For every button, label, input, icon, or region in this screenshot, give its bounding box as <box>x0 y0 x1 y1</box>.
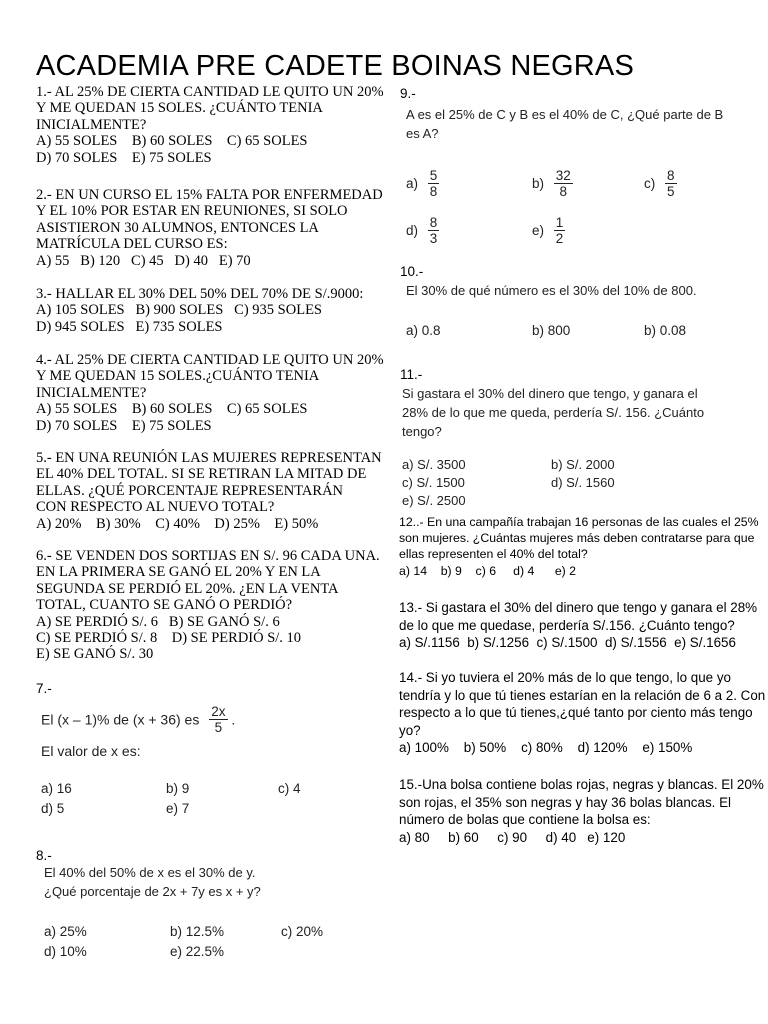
question-text: El 30% de qué número es el 30% del 10% de 800. <box>406 283 697 298</box>
question-7-stem <box>41 704 235 735</box>
answer-options: A) SE PERDIÓ S/. 6 B) SE GANÓ S/. 6 <box>36 613 280 630</box>
answer-options: C) SE PERDIÓ S/. 8 D) SE PERDIÓ S/. 10 <box>36 630 302 647</box>
question-text: es A? <box>406 126 439 141</box>
option-b: b) 9 <box>166 781 190 796</box>
answer-options: D) 70 SOLES E) 75 SOLES <box>36 149 212 166</box>
question-text: 1.- AL 25% DE CIERTA CANTIDAD LE QUITO UN 20% <box>36 84 384 100</box>
question-text: EN LA PRIMERA SE GANÓ EL 20% Y EN LA <box>36 564 321 581</box>
question-text: 28% de lo que me queda, perdería S/. 156. ¿Cuánto <box>402 405 705 420</box>
fraction-numerator: 8 <box>429 215 438 230</box>
fraction-denominator: 2 <box>555 231 564 246</box>
question-text: ELLAS. ¿QUÉ PORCENTAJE REPRESENTARÁN <box>36 482 344 499</box>
question-4 <box>36 352 384 434</box>
answer-options: A) 55 SOLES B) 60 SOLES C) 65 SOLES <box>36 133 308 150</box>
question-text: tendría y lo que tú tienes estarían en la relación de 6 a 2. Con <box>399 687 766 703</box>
option-b <box>532 168 573 199</box>
question-text: Y EL 10% POR ESTAR EN REUNIONES, SI SOLO <box>36 203 348 220</box>
question-text: yo? <box>399 722 421 738</box>
option-a: a) S/. 3500 <box>402 457 466 472</box>
question-15 <box>399 776 764 846</box>
fraction-denominator: 8 <box>429 184 438 199</box>
question-text: ASISTIERON 30 ALUMNOS, ENTONCES LA <box>36 219 319 236</box>
question-number: 7.- <box>36 681 52 696</box>
question-text: SEGUNDA SE PERDIÓ EL 20%. ¿EN LA VENTA <box>36 580 339 597</box>
question-text: CON RESPECTO AL NUEVO TOTAL? <box>36 499 275 516</box>
question-5 <box>36 450 382 532</box>
question-text: son mujeres. ¿Cuántas mujeres más deben contratarse para que <box>399 531 755 546</box>
option-b: b) 800 <box>532 323 571 338</box>
fraction-numerator: 5 <box>429 168 438 183</box>
option-e: e) 22.5% <box>170 944 225 959</box>
question-text: EL 40% DEL TOTAL. SI SE RETIRAN LA MITAD DE <box>36 466 367 483</box>
question-2 <box>36 187 383 269</box>
option-d: d) 5 <box>41 801 65 816</box>
option-e <box>532 215 565 246</box>
option-a: a) 16 <box>41 781 72 796</box>
option-label: c) <box>644 176 656 191</box>
option-d <box>406 215 439 246</box>
fraction-denominator: 5 <box>667 184 675 199</box>
question-text: 4.- AL 25% DE CIERTA CANTIDAD LE QUITO UN 20% <box>36 352 384 368</box>
question-number: 9.- <box>400 86 416 101</box>
question-text: 5.- EN UNA REUNIÓN LAS MUJERES REPRESENTAN <box>36 450 382 466</box>
fraction-numerator: 8 <box>667 168 675 183</box>
option-label: e) <box>532 223 545 238</box>
answer-options: A) 55 B) 120 C) 45 D) 40 E) 70 <box>36 252 251 269</box>
option-label: a) <box>406 176 419 191</box>
question-1 <box>36 84 384 166</box>
option-e: e) 7 <box>166 801 190 816</box>
answer-options: D) 945 SOLES E) 735 SOLES <box>36 318 223 335</box>
question-8 <box>44 863 261 901</box>
question-text: MATRÍCULA DEL CURSO ES: <box>36 236 228 253</box>
option-e: e) S/. 2500 <box>402 493 466 508</box>
fraction <box>554 168 573 199</box>
option-c: c) S/. 1500 <box>402 475 465 490</box>
question-text: INICIALMENTE? <box>36 384 147 401</box>
question-number: 8.- <box>36 848 52 863</box>
question-9 <box>406 105 723 143</box>
answer-options: A) 55 SOLES B) 60 SOLES C) 65 SOLES <box>36 401 308 418</box>
question-text: 6.- SE VENDEN DOS SORTIJAS EN S/. 96 CADA UNA. <box>36 548 380 564</box>
question-14 <box>399 669 765 757</box>
question-text: Si gastara el 30% del dinero que tengo, y ganara el <box>402 386 698 401</box>
question-text: 14.- Si yo tuviera el 20% más de lo que tengo, lo que yo <box>399 670 731 685</box>
fraction <box>554 215 566 246</box>
fraction-denominator: 5 <box>214 720 223 735</box>
question-text: ¿Qué porcentaje de 2x + 7y es x + y? <box>44 884 261 899</box>
answer-options: a) 80 b) 60 c) 90 d) 40 e) 120 <box>399 829 626 845</box>
question-text: A es el 25% de C y B es el 40% de C, ¿Qué parte de B <box>406 107 724 122</box>
question-text: El 40% del 50% de x es el 30% de y. <box>44 865 256 880</box>
question-text: tengo? <box>402 424 442 439</box>
fraction-numerator: 1 <box>555 215 564 230</box>
option-c <box>644 168 677 199</box>
fraction-numerator: 2x <box>211 704 226 719</box>
question-text: de lo que me quedase, perdería S/.156. ¿Cuánto tengo? <box>399 617 735 633</box>
question-text: número de bolas que contiene la bolsa es: <box>399 812 651 828</box>
option-a <box>406 168 439 199</box>
question-text: 3.- HALLAR EL 30% DEL 50% DEL 70% DE S/.9000: <box>36 286 364 302</box>
question-text: Y ME QUEDAN 15 SOLES.¿CUÁNTO TENIA <box>36 368 320 385</box>
option-c: c) 20% <box>281 924 324 939</box>
fraction <box>428 168 440 199</box>
answer-options: E) SE GANÓ S/. 30 <box>36 646 154 663</box>
fraction-denominator: 8 <box>559 184 568 199</box>
answer-options: a) 100% b) 50% c) 80% d) 120% e) 150% <box>399 740 693 756</box>
option-b: b) S/. 2000 <box>551 457 615 472</box>
option-label: b) <box>532 176 545 191</box>
answer-options: D) 70 SOLES E) 75 SOLES <box>36 417 212 434</box>
question-text: 12..- En una campañía trabajan 16 personas de las cuales el 25% <box>399 515 759 529</box>
option-b2: b) 0.08 <box>644 323 687 338</box>
question-11 <box>402 384 704 441</box>
option-d: d) S/. 1560 <box>551 475 615 490</box>
question-12 <box>399 514 759 579</box>
answer-options: a) S/.1156 b) S/.1256 c) S/.1500 d) S/.1556 e) S/.1656 <box>399 635 736 651</box>
option-label: d) <box>406 223 419 238</box>
page-title: ACADEMIA PRE CADETE BOINAS NEGRAS <box>36 50 635 82</box>
question-text: 2.- EN UN CURSO EL 15% FALTA POR ENFERMEDAD <box>36 187 383 203</box>
question-text: ellas representen el 40% del total? <box>399 547 588 562</box>
question-text: son rojas, el 35% son negras y hay 36 bolas blancas. El <box>399 794 731 810</box>
question-text: Y ME QUEDAN 15 SOLES. ¿CUÁNTO TENIA <box>36 100 323 117</box>
fraction <box>209 704 227 735</box>
question-6 <box>36 548 380 663</box>
option-d: d) 10% <box>44 944 87 959</box>
question-number: 10.- <box>400 264 424 279</box>
question-text: El (x – 1)% de (x + 36) es <box>41 711 200 728</box>
option-a: a) 25% <box>44 924 87 939</box>
option-c: c) 4 <box>278 781 301 796</box>
answer-options: A) 105 SOLES B) 900 SOLES C) 935 SOLES <box>36 302 322 319</box>
question-13 <box>399 599 757 652</box>
fraction-numerator: 32 <box>555 168 571 183</box>
question-text: INICIALMENTE? <box>36 116 147 133</box>
option-a: a) 0.8 <box>406 323 441 338</box>
question-3 <box>36 286 363 335</box>
option-b: b) 12.5% <box>170 924 225 939</box>
fraction <box>665 168 677 199</box>
question-text: 13.- Si gastara el 30% del dinero que tengo y ganara el 28% <box>399 600 758 615</box>
fraction <box>428 215 440 246</box>
fraction-denominator: 3 <box>429 231 438 246</box>
question-text: . <box>231 711 236 728</box>
answer-options: a) 14 b) 9 c) 6 d) 4 e) 2 <box>399 563 577 578</box>
question-text: respecto a lo que tú tienes,¿qué tanto por ciento más tengo <box>399 705 753 721</box>
question-text: El valor de x es: <box>41 743 141 759</box>
question-text: 15.-Una bolsa contiene bolas rojas, negras y blancas. El 20% <box>399 777 764 792</box>
answer-options: A) 20% B) 30% C) 40% D) 25% E) 50% <box>36 515 319 532</box>
question-text: TOTAL, CUANTO SE GANÓ O PERDIÓ? <box>36 597 293 614</box>
question-number: 11.- <box>400 367 423 382</box>
